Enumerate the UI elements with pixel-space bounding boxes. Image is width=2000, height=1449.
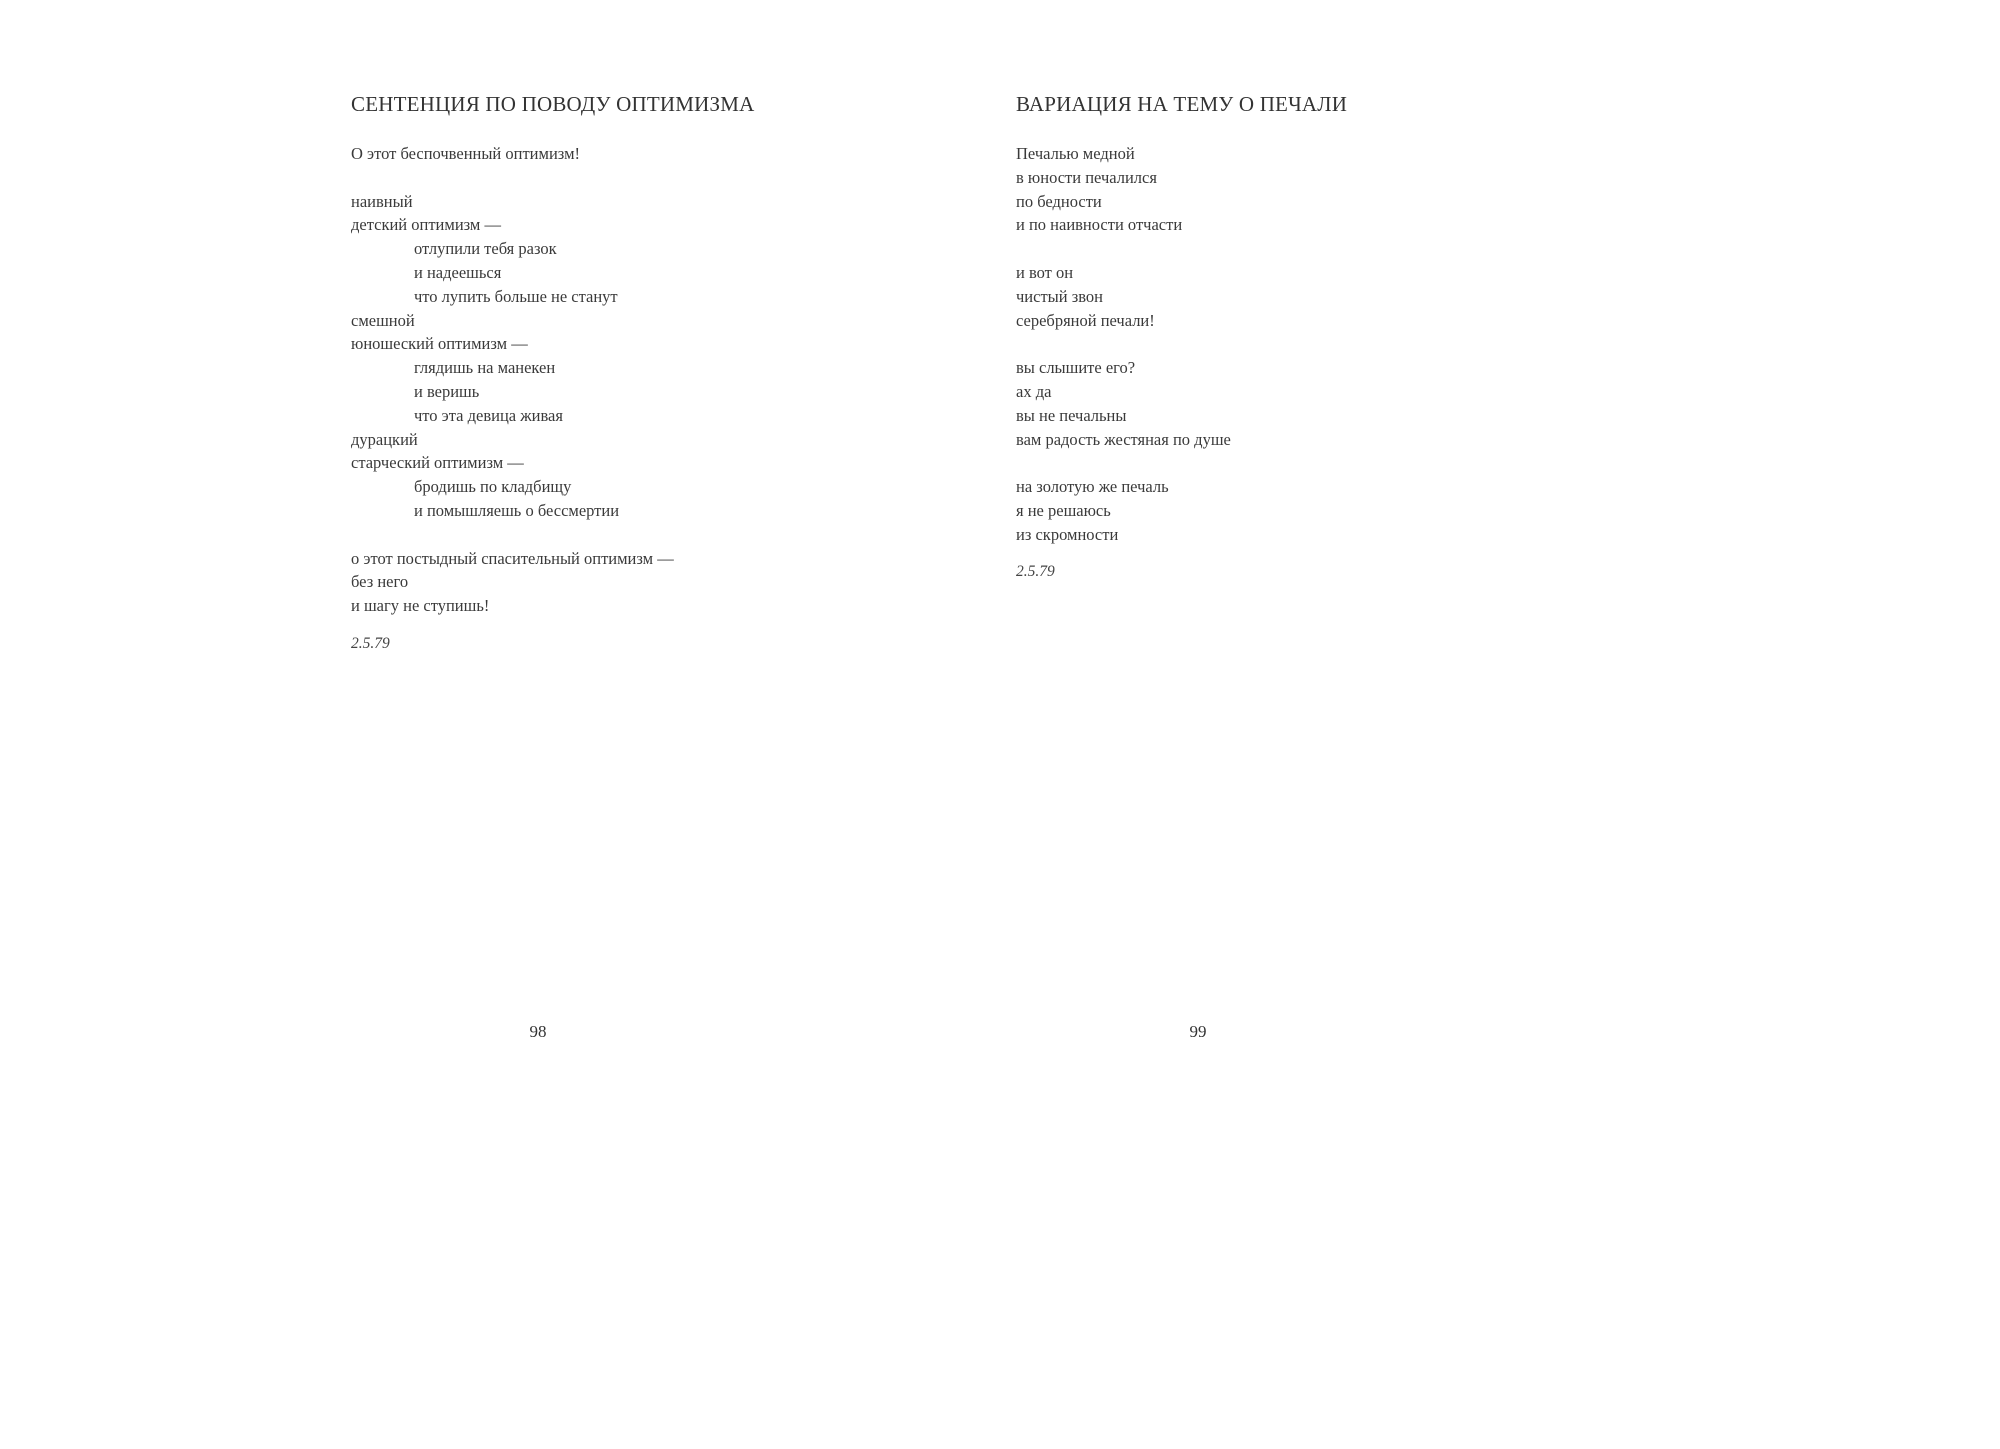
- poem-line: по бедности: [1016, 191, 1102, 211]
- poem-line: что лупить больше не станут: [414, 286, 618, 306]
- poem-line: детский оптимизм —: [351, 215, 501, 235]
- page-number: 99: [1189, 1022, 1207, 1041]
- stanza: [1016, 356, 1536, 451]
- poem-title: ВАРИАЦИЯ НА ТЕМУ О ПЕЧАЛИ: [1016, 92, 1348, 116]
- stanza: [351, 547, 771, 618]
- poem-line: что эта девица живая: [414, 405, 563, 425]
- poem-line: серебряной печали!: [1016, 310, 1155, 330]
- poem-line: на золотую же печаль: [1016, 477, 1169, 497]
- poem-line: из скромности: [1016, 524, 1119, 544]
- poem-line: без него: [351, 572, 409, 592]
- poem-line: О этот беспочвенный оптимизм!: [351, 144, 581, 163]
- poem-line: дурацкий: [351, 429, 418, 449]
- stanza: [1016, 142, 1536, 237]
- poem-body: [1016, 142, 1536, 547]
- page-number: 98: [529, 1022, 547, 1041]
- stanza: [1016, 475, 1536, 546]
- poem-body: [351, 142, 771, 618]
- poem-date: 2.5.79: [351, 634, 390, 652]
- poem-title: СЕНТЕНЦИЯ ПО ПОВОДУ ОПТИМИЗМА: [351, 92, 755, 116]
- poem-line: бродишь по кладбищу: [414, 477, 572, 497]
- right-page: [775, 0, 1549, 1122]
- poem-line: ах да: [1016, 381, 1052, 401]
- poem-line: вам радость жестяная по душе: [1016, 429, 1231, 449]
- poem-optimism: [351, 88, 771, 656]
- poem-line: смешной: [351, 310, 415, 330]
- stanza: [1016, 261, 1536, 332]
- poem-line: и шагу не ступишь!: [351, 596, 490, 616]
- poem-line: отлупили тебя разок: [414, 239, 557, 259]
- poem-line: вы слышите его?: [1016, 358, 1136, 378]
- poem-line: я не решаюсь: [1016, 500, 1111, 520]
- poem-line: в юности печалился: [1016, 167, 1157, 187]
- poem-line: и надеешься: [414, 262, 502, 282]
- poem-line: наивный: [351, 191, 413, 211]
- poem-line: о этот постыдный спасительный оптимизм —: [351, 548, 674, 568]
- poem-line: вы не печальны: [1016, 405, 1127, 425]
- poem-line: и вот он: [1016, 262, 1074, 282]
- poem-line: и помышляешь о бессмертии: [414, 500, 620, 520]
- poem-line: и веришь: [414, 381, 480, 401]
- stanza: [351, 142, 771, 166]
- poem-date: 2.5.79: [1016, 563, 1055, 581]
- left-page: [0, 0, 774, 1122]
- poem-line: Печалью медной: [1016, 144, 1135, 163]
- poem-line: глядишь на манекен: [414, 358, 556, 378]
- poem-line: чистый звон: [1016, 286, 1103, 306]
- poem-line: старческий оптимизм —: [351, 453, 524, 473]
- poem-line: и по наивности отчасти: [1016, 215, 1183, 235]
- poem-sorrow: [1016, 88, 1536, 584]
- poem-line: юношеский оптимизм —: [351, 334, 528, 354]
- stanza: [351, 190, 771, 523]
